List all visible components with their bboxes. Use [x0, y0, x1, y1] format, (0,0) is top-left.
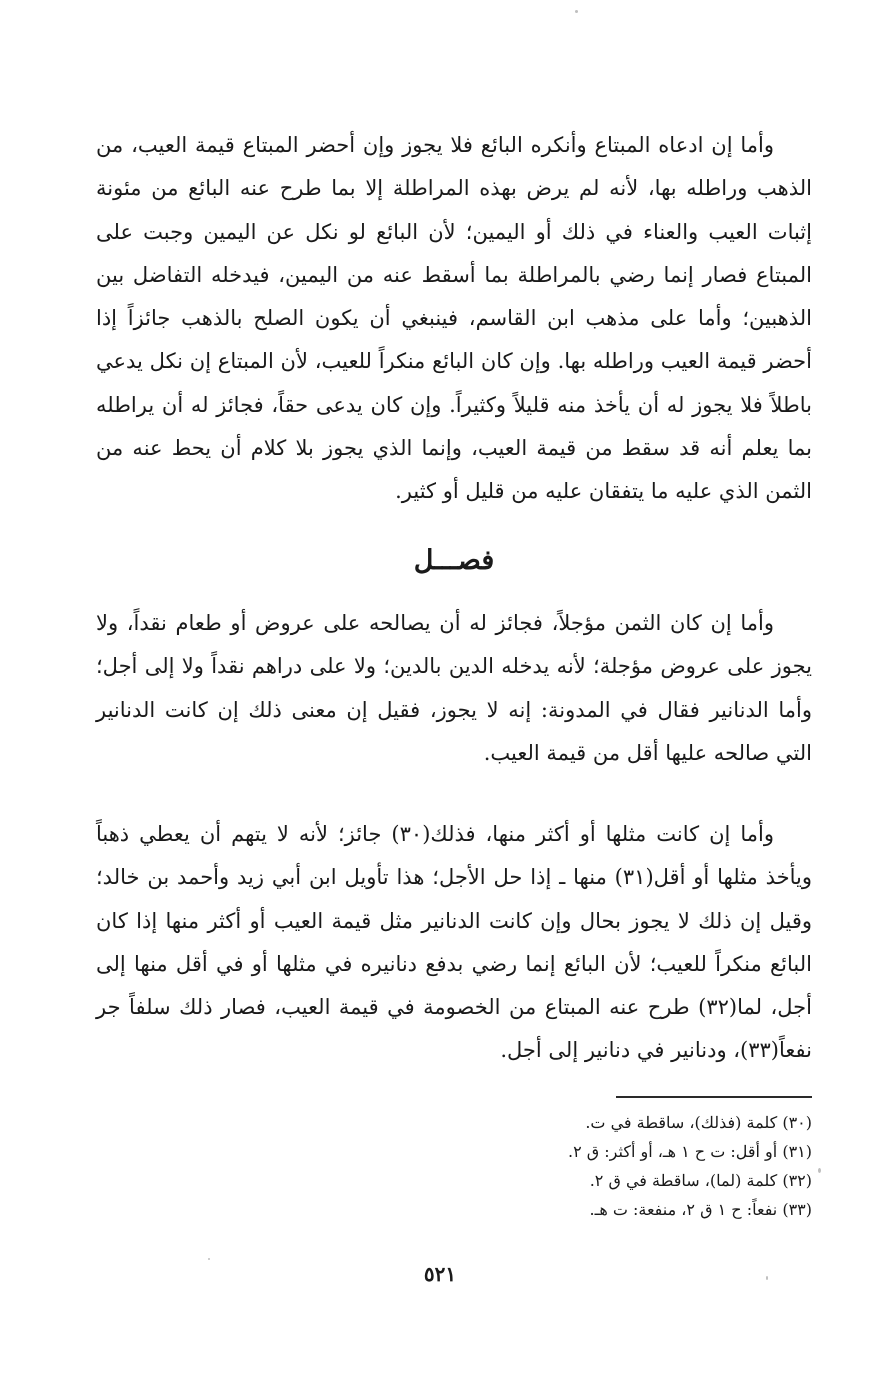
footnote-item: (٣٠) كلمة (فذلك)، ساقطة في ت. — [585, 1113, 812, 1132]
body-paragraph-3 — [96, 813, 812, 1073]
footnote-item: (٣١) أو أقل: ت ح ١ هـ، أو أكثر: ق ٢. — [568, 1142, 812, 1161]
footnotes-list — [420, 1108, 812, 1224]
paragraph-text: وأما إن كان الثمن مؤجلاً، فجائز له أن يصالحه على عروض أو طعام نقداً، ولا يجوز على عروض مؤجلة؛ لأنه يدخله الدين بالدين؛ ولا على دراهم نقداً ولا إلى أجل؛ وأما الدنانير فقال في المدونة: إنه لا يجوز، فقيل إن معنى ذلك إن كانت الدنانير التي صالحه عليها أقل من قيمة العيب. — [96, 611, 812, 765]
footnote-item: (٣٣) نفعاً: ح ١ ق ٢، منفعة: ت هـ. — [589, 1200, 812, 1219]
body-paragraph-2 — [96, 602, 812, 775]
page-number: ٥٢١ — [423, 1262, 457, 1286]
footnote-divider — [616, 1096, 812, 1098]
scan-speck — [818, 1168, 821, 1173]
paragraph-text: وأما إن كانت مثلها أو أكثر منها، فذلك(٣٠) جائز؛ لأنه لا يتهم أن يعطي ذهباً ويأخذ مثلها أو أقل(٣١) منها ـ إذا حل الأجل؛ هذا تأويل ابن أبي زيد وأحمد بن خالد؛ وقيل إن ذلك لا يجوز بحال وإن كانت الدنانير مثل قيمة العيب أو أكثر منها إذا كان البائع منكراً للعيب؛ لأن البائع إنما رضي بدفع دنانيره في مثلها أو في أقل منها إلى أجل، لما(٣٢) طرح عنه المبتاع من الخصومة في قيمة العيب، فصار ذلك سلفاً جر نفعاً(٣٣)، ودنانير في دنانير إلى أجل. — [96, 822, 813, 1063]
scan-speck — [208, 1258, 210, 1260]
scan-speck — [575, 10, 578, 13]
body-paragraph-1 — [96, 124, 812, 514]
paragraph-text: وأما إن ادعاه المبتاع وأنكره البائع فلا يجوز وإن أحضر المبتاع قيمة العيب، من الذهب وراطله بها، لأنه لم يرض بهذه المراطلة إلا بما طرح عنه البائع من مئونة إثبات العيب والعناء في ذلك أو اليمين؛ لأن البائع لو نكل عن اليمين وجبت على المبتاع فصار إنما رضي بالمراطلة بما أسقط عنه من اليمين، فيدخله التفاضل بين الذهبين؛ وأما على مذهب ابن القاسم، فينبغي أن يكون الصلح بالذهب جائزاً إذا أحضر قيمة العيب وراطله بها. وإن كان البائع منكراً للعيب، لأن المبتاع إن نكل يدعي باطلاً فلا يجوز له أن يأخذ منه قليلاً وكثيراً. وإن كان يدعى حقاً، فجائز له أن يراطله بما يعلم أنه قد سقط من قيمة العيب، وإنما الذي يجوز بلا كلام أن يحط عنه من الثمن الذي عليه ما يتفقان عليه من قليل أو كثير. — [96, 133, 812, 504]
section-heading: فصـــل — [413, 545, 495, 576]
scan-speck — [766, 1276, 768, 1280]
footnote-item: (٣٢) كلمة (لما)، ساقطة في ق ٢. — [589, 1171, 812, 1190]
